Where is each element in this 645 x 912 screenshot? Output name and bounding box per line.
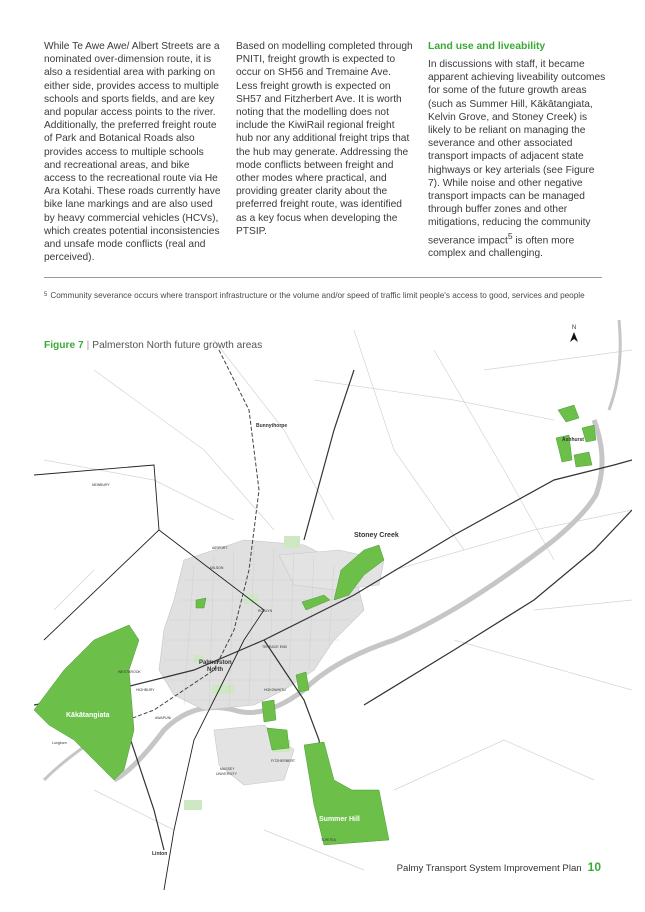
footnote-ref: 5 — [507, 230, 513, 241]
footnote-number: 5 — [44, 292, 48, 298]
label-highbury: HIGHBURY — [136, 688, 155, 692]
label-palmerston: Palmerston — [199, 660, 232, 666]
growth-area-airport — [196, 598, 206, 608]
figure-number: Figure 7 — [44, 340, 84, 351]
growth-area-south — [262, 700, 276, 722]
divider-rule — [44, 277, 602, 278]
label-ashhurst: Ashhurst — [562, 437, 584, 443]
growth-area-ashhurst-north — [558, 405, 579, 422]
label-massey: MASSEY — [220, 767, 235, 771]
page-number: 10 — [587, 860, 601, 874]
growth-area-summer-hill — [304, 742, 389, 845]
label-north: North — [207, 667, 223, 673]
label-summer-hill: Summer Hill — [319, 816, 360, 823]
label-linton: Linton — [152, 851, 168, 857]
footnote — [44, 290, 604, 301]
figure-caption — [44, 340, 262, 351]
page-footer — [397, 860, 601, 874]
label-fitzherbert: FITZHERBERT — [271, 759, 296, 763]
north-arrow — [570, 325, 578, 342]
growth-areas-map — [34, 310, 632, 890]
text-column-2 — [236, 40, 414, 238]
label-longburn: Longburn — [52, 741, 67, 745]
label-westbrook: WESTBROOK — [118, 670, 141, 674]
label-terrace-end: TERRACE END — [262, 645, 288, 649]
column-2-paragraph: Based on modelling completed through PNITI, freight growth is expected to occur on SH56 and Tremaine Ave. Less freight growth is expected on SH57 and Fitzherbert Ave. It is worth noting that the modelling does not include the KiwiRail regional freight hub nor any additional freight trips that the hub may generate. Addressing the mode conflicts between freight and other modes where practical, and providing greater clarity about the preferred freight route, was identified as a key focus when developing the PTSIP. — [236, 41, 413, 237]
text-column-3 — [428, 40, 606, 260]
label-stoney-creek: Stoney Creek — [354, 532, 399, 539]
growth-area-kakatangiata — [34, 625, 139, 780]
label-turitea: TURITEA — [321, 838, 336, 842]
label-hokowhitu: HOKOWHITU — [264, 688, 286, 692]
column-3-paragraph — [428, 58, 606, 260]
column-3-text-a: In discussions with staff, it became apparent achieving liveability outcomes for some of the future growth areas (such as Summer Hill, Kākātangiata, Kelvin Grove, and Stoney Creek) is likely to be reliant on managing the severance and other associated transport impacts of adjacent state highways or key arterials (see Figure 7). While noise and other negative transport impacts can be managed through buffer zones and other mitigations, reducing the community severance impact — [428, 59, 606, 247]
label-airport: AIRPORT — [212, 546, 228, 550]
north-label: N — [571, 325, 577, 331]
column-3-text-b: is often more complex and challenging. — [428, 235, 575, 260]
label-university: UNIVERSITY — [216, 772, 238, 776]
label-milson: MILSON — [210, 566, 224, 570]
text-column-1 — [44, 40, 222, 264]
label-newbury: NEWBURY — [92, 483, 110, 487]
column-1-paragraph: While Te Awe Awe/ Albert Streets are a nominated over-dimension route, it is also a residential area with parking on either side, provides access to multiple schools and sports fields, and are key and popular access points to the river. Additionally, the preferred freight route of Park and Botanical Roads also provides access to multiple schools and recreational areas, and bike access to the recreational route via He Ara Kotahi. These roads currently have bike lane markings and are also used by heavy commercial vehicles (HCVs), which creates potential inconsistencies and unsafe mode conflicts (real and perceived). — [44, 41, 221, 264]
growth-area-ashhurst-east — [582, 425, 596, 442]
growth-area-ashhurst-south — [574, 452, 592, 467]
label-kakatangiata: Kākātangiata — [66, 712, 110, 719]
growth-area-hokowhitu — [296, 672, 309, 692]
label-awapuni: AWAPUNI — [155, 716, 172, 720]
section-heading-land-use: Land use and liveability — [428, 41, 546, 52]
label-roslyn: ROSLYN — [258, 609, 273, 613]
label-bunnythorpe: Bunnythorpe — [256, 423, 288, 429]
footnote-text: Community severance occurs where transport infrastructure or the volume and/or speed of traffic limit people's access to good, services and people — [50, 291, 585, 300]
footer-title: Palmy Transport System Improvement Plan — [396, 863, 582, 874]
figure-title: Palmerston North future growth areas — [92, 340, 263, 351]
caption-separator: | — [86, 340, 90, 351]
